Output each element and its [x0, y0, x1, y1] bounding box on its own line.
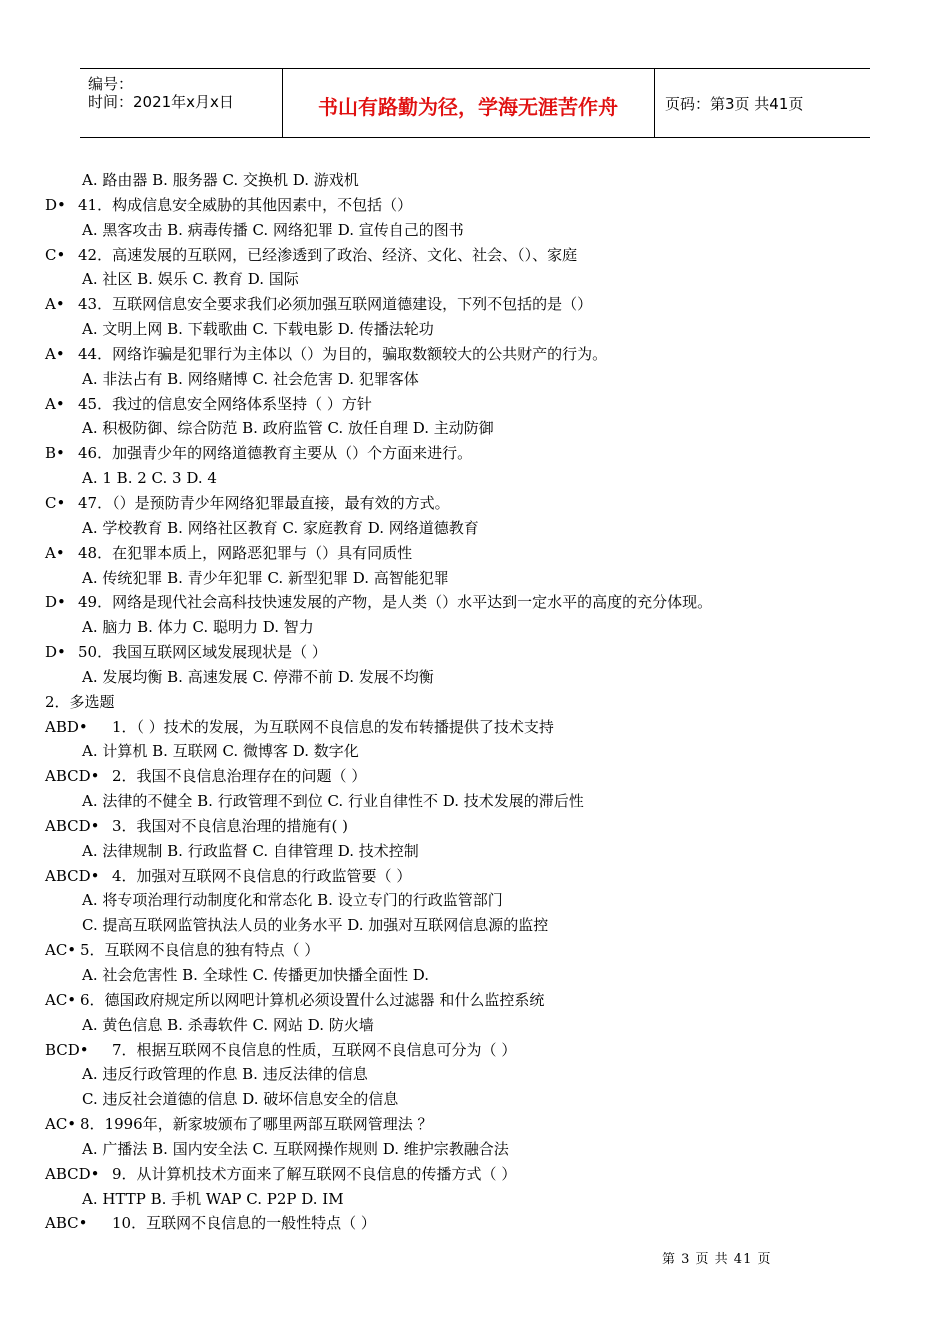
question-text: 1．（ ）技术的发展，为互联网不良信息的发布转播提供了技术支持: [112, 717, 554, 736]
question-text: 50．我国互联网区域发展现状是（ ）: [78, 643, 327, 662]
question-text: 5．互联网不良信息的独有特点（ ）: [80, 941, 320, 960]
options-line: [0, 566, 950, 591]
header-right-cell: [655, 69, 870, 137]
question-line: [0, 1038, 950, 1063]
question-list: [0, 168, 950, 1236]
question-line: [0, 193, 950, 218]
answer-key: BCD•: [45, 1040, 89, 1059]
options-line: [0, 615, 950, 640]
question-text: 49．网络是现代社会高科技快速发展的产物，是人类（）水平达到一定水平的高度的充分体现。: [78, 593, 713, 612]
options-line: [0, 739, 950, 764]
answer-options: C. 提高互联网监管执法人员的业务水平 D. 加强对互联网信息源的监控: [82, 916, 549, 935]
answer-key: D•: [45, 195, 66, 214]
answer-key: ABCD•: [45, 1164, 100, 1183]
options-line: [0, 168, 950, 193]
options-line: [0, 913, 950, 938]
question-text: 41．构成信息安全威胁的其他因素中，不包括（）: [78, 195, 413, 214]
question-line: [0, 491, 950, 516]
options-line: [0, 1187, 950, 1212]
question-text: 10．互联网不良信息的一般性特点（ ）: [112, 1214, 376, 1233]
question-text: 8．1996年，新家坡颁布了哪里两部互联网管理法 ？: [80, 1115, 433, 1134]
answer-key: AC•: [45, 990, 77, 1009]
answer-key: B•: [45, 444, 65, 463]
question-text: 6．德国政府规定所以网吧计算机必须设置什么过滤器 和什么监控系统: [80, 990, 545, 1009]
answer-key: A•: [45, 344, 65, 363]
answer-key: C•: [45, 493, 66, 512]
answer-options: A. 将专项治理行动制度化和常态化 B. 设立专门的行政监管部门: [82, 891, 503, 910]
options-line: [0, 416, 950, 441]
answer-key: A•: [45, 295, 65, 314]
options-line: [0, 367, 950, 392]
document-code-label: 编号：: [88, 75, 134, 93]
answer-key: ABC•: [45, 1214, 88, 1233]
header-page-info: 页码：第3页 共41页: [665, 95, 804, 113]
answer-options: A. 积极防御、综合防范 B. 政府监管 C. 放任自理 D. 主动防御: [82, 419, 494, 438]
answer-options: A. 广播法 B. 国内安全法 C. 互联网操作规则 D. 维护宗教融合法: [82, 1139, 509, 1158]
options-line: [0, 1013, 950, 1038]
answer-options: A. 非法占有 B. 网络赌博 C. 社会危害 D. 犯罪客体: [82, 369, 419, 388]
options-line: [0, 317, 950, 342]
question-line: [0, 715, 950, 740]
question-line: [0, 392, 950, 417]
question-text: 9．从计算机技术方面来了解互联网不良信息的传播方式（ ）: [112, 1164, 517, 1183]
answer-key: A•: [45, 394, 65, 413]
question-line: [0, 541, 950, 566]
answer-key: ABD•: [45, 717, 88, 736]
answer-options: C. 违反社会道德的信息 D. 破坏信息安全的信息: [82, 1090, 399, 1109]
answer-options: A. 违反行政管理的作息 B. 违反法律的信息: [82, 1065, 368, 1084]
options-line: [0, 1087, 950, 1112]
header-motto: 书山有路勤为径，学海无涯苦作舟: [318, 95, 618, 119]
answer-key: ABCD•: [45, 767, 100, 786]
answer-options: A. 计算机 B. 互联网 C. 微博客 D. 数字化: [82, 742, 359, 761]
answer-options: A. 脑力 B. 体力 C. 聪明力 D. 智力: [82, 618, 314, 637]
question-text: 42．高速发展的互联网，已经渗透到了政治、经济、文化、社会、（）、家庭: [78, 245, 578, 264]
answer-options: A. 传统犯罪 B. 青少年犯罪 C. 新型犯罪 D. 高智能犯罪: [82, 568, 449, 587]
question-text: 44．网络诈骗是犯罪行为主体以（）为目的，骗取数额较大的公共财产的行为。: [78, 344, 608, 363]
question-line: [0, 292, 950, 317]
question-line: [0, 764, 950, 789]
question-line: [0, 441, 950, 466]
options-line: [0, 789, 950, 814]
question-line: [0, 1162, 950, 1187]
options-line: [0, 665, 950, 690]
page-header: [80, 68, 870, 138]
options-line: [0, 218, 950, 243]
answer-options: A. 法律规制 B. 行政监督 C. 自律管理 D. 技术控制: [82, 841, 419, 860]
options-line: [0, 466, 950, 491]
question-text: 45．我过的信息安全网络体系坚持（ ）方针: [78, 394, 372, 413]
answer-options: A. 法律的不健全 B. 行政管理不到位 C. 行业自律性不 D. 技术发展的滞后性: [82, 792, 584, 811]
question-text: 4．加强对互联网不良信息的行政监管要（ ）: [112, 866, 412, 885]
header-left-cell: [80, 69, 283, 137]
question-line: [0, 1112, 950, 1137]
question-text: 2．我国不良信息治理存在的问题（ ）: [112, 767, 367, 786]
answer-options: A. 社会危害性 B. 全球性 C. 传播更加快播全面性 D.: [82, 966, 429, 984]
answer-options: A. HTTP B. 手机 WAP C. P2P D. IM: [82, 1189, 344, 1208]
options-line: [0, 963, 950, 988]
question-text: 46．加强青少年的网络道德教育主要从（）个方面来进行。: [78, 444, 473, 463]
answer-options: A. 黑客攻击 B. 病毒传播 C. 网络犯罪 D. 宣传自己的图书: [82, 220, 464, 239]
options-line: [0, 839, 950, 864]
question-line: [0, 243, 950, 268]
answer-key: D•: [45, 643, 66, 662]
answer-options: A. 路由器 B. 服务器 C. 交换机 D. 游戏机: [82, 171, 359, 189]
header-middle-cell: [282, 69, 655, 137]
answer-options: A. 文明上网 B. 下载歌曲 C. 下载电影 D. 传播法轮功: [82, 320, 434, 339]
answer-options: A. 学校教育 B. 网络社区教育 C. 家庭教育 D. 网络道德教育: [82, 518, 479, 537]
options-line: [0, 267, 950, 292]
question-line: [0, 640, 950, 665]
answer-options: A. 发展均衡 B. 高速发展 C. 停滞不前 D. 发展不均衡: [82, 667, 434, 686]
answer-options: A. 社区 B. 娱乐 C. 教育 D. 国际: [82, 270, 299, 289]
question-line: [0, 590, 950, 615]
options-line: [0, 888, 950, 913]
options-line: [0, 1062, 950, 1087]
section-heading: [0, 690, 950, 715]
section-title: 2．多选题: [45, 692, 115, 711]
answer-options: A. 黄色信息 B. 杀毒软件 C. 网站 D. 防火墙: [82, 1015, 374, 1034]
answer-key: AC•: [45, 941, 77, 960]
page-footer: 第 3 页 共 41 页: [662, 1252, 772, 1267]
question-line: [0, 938, 950, 963]
question-text: 43．互联网信息安全要求我们必须加强互联网道德建设，下列不包括的是（）: [78, 295, 593, 314]
question-line: [0, 814, 950, 839]
answer-key: ABCD•: [45, 866, 100, 885]
document-time-label: 时间：2021年x月x日: [88, 93, 234, 111]
answer-key: ABCD•: [45, 816, 100, 835]
answer-key: C•: [45, 245, 66, 264]
options-line: [0, 1137, 950, 1162]
question-text: 7．根据互联网不良信息的性质，互联网不良信息可分为（ ）: [112, 1040, 517, 1059]
options-line: [0, 516, 950, 541]
answer-key: AC•: [45, 1115, 77, 1134]
question-text: 48．在犯罪本质上，网路恶犯罪与（）具有同质性: [78, 543, 413, 562]
question-line: [0, 342, 950, 367]
question-line: [0, 1211, 950, 1236]
question-text: 3．我国对不良信息治理的措施有( ): [112, 816, 349, 835]
question-line: [0, 864, 950, 889]
question-text: 47．（）是预防青少年网络犯罪最直接，最有效的方式。: [78, 493, 450, 512]
answer-key: D•: [45, 593, 66, 612]
answer-key: A•: [45, 543, 65, 562]
question-line: [0, 988, 950, 1013]
answer-options: A. 1 B. 2 C. 3 D. 4: [82, 469, 217, 488]
